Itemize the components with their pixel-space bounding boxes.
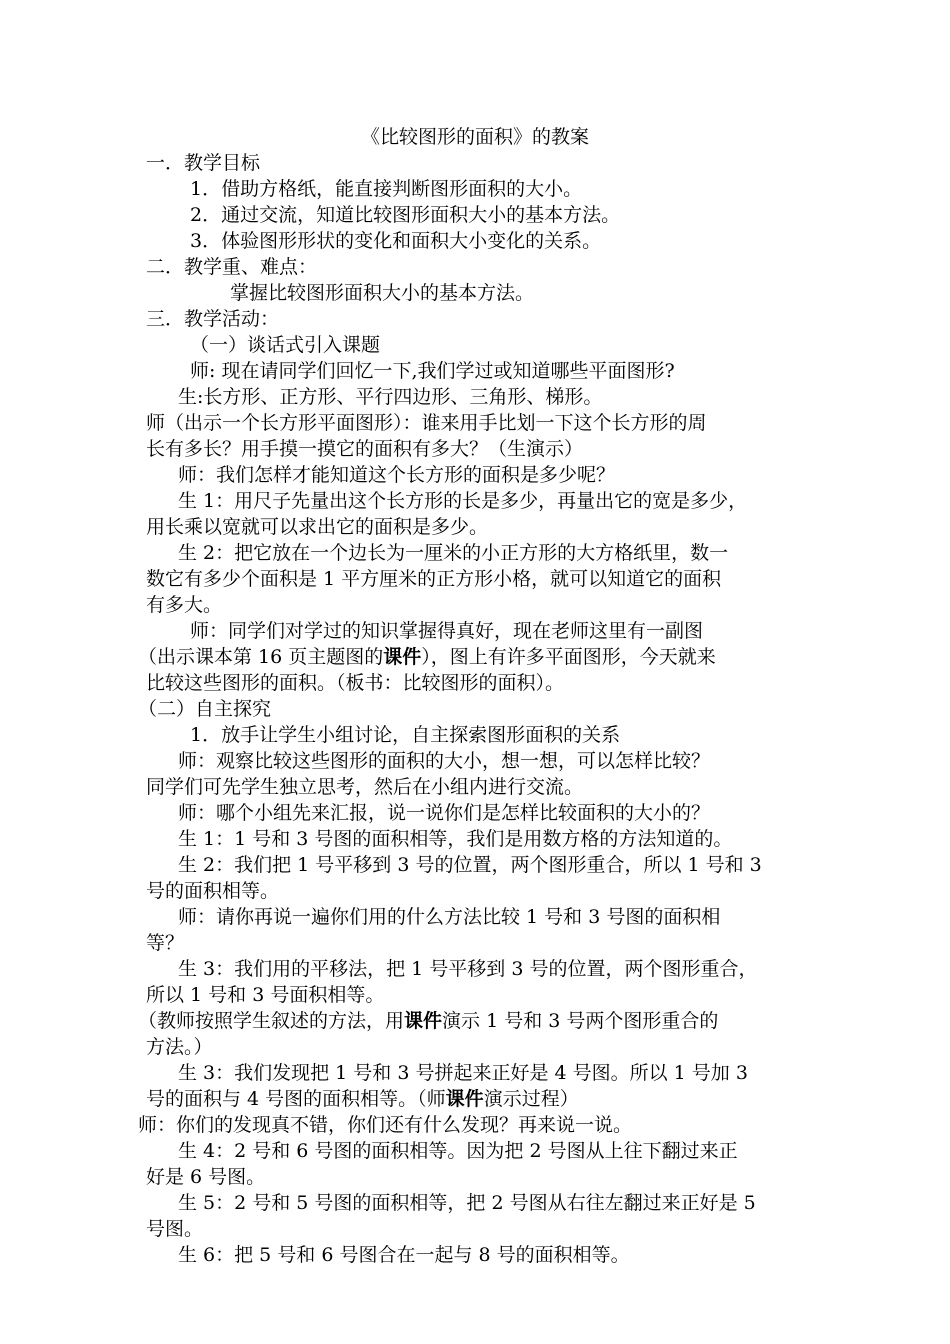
- paragraph-line: 号图。: [146, 1218, 204, 1240]
- paragraph-line: 掌握比较图形面积大小的基本方法。: [230, 282, 535, 304]
- text-run: （出示课本第 16 页主题图的: [138, 646, 384, 668]
- text-run: 演示 1 号和 3 号两个图形重合的: [442, 1010, 719, 1032]
- paragraph-line: 师: 现在请同学们回忆一下,我们学过或知道哪些平面图形?: [190, 360, 675, 382]
- paragraph-line: 所以 1 号和 3 号面积相等。: [146, 984, 385, 1006]
- text-run: 号的面积与 4 号图的面积相等。（师: [146, 1088, 446, 1110]
- paragraph-line: 方法。）: [146, 1036, 213, 1058]
- paragraph-line: 比较这些图形的面积。（板书：比较图形的面积）。: [146, 672, 565, 694]
- paragraph-line: 师：请你再说一遍你们用的什么方法比较 1 号和 3 号图的面积相: [178, 906, 721, 928]
- paragraph-line: 有多大。: [146, 594, 223, 616]
- paragraph-line: 数它有多少个面积是 1 平方厘米的正方形小格，就可以知道它的面积: [146, 568, 722, 590]
- paragraph-line: 师：哪个小组先来汇报，说一说你们是怎样比较面积的大小的？: [178, 802, 711, 824]
- paragraph-line: 生 2：把它放在一个边长为一厘米的小正方形的大方格纸里，数一: [178, 542, 729, 564]
- paragraph-line: 等？: [146, 932, 185, 954]
- paragraph-line: 师：你们的发现真不错，你们还有什么发现？再来说一说。: [138, 1114, 633, 1136]
- text-run: ），图上有许多平面图形，今天就来: [421, 646, 716, 668]
- paragraph-line: 师：我们怎样才能知道这个长方形的面积是多少呢？: [178, 464, 616, 486]
- paragraph-line: 师：观察比较这些图形的面积的大小，想一想，可以怎样比较？: [178, 750, 711, 772]
- paragraph-line: 生 2：我们把 1 号平移到 3 号的位置，两个图形重合，所以 1 号和 3: [178, 854, 762, 876]
- courseware-term: 课件: [383, 646, 422, 668]
- paragraph-line: 1．借助方格纸，能直接判断图形面积的大小。: [190, 178, 583, 200]
- section-heading: 二．教学重、难点：: [146, 256, 318, 278]
- courseware-term: 课件: [404, 1010, 443, 1032]
- paragraph-line: 生 5：2 号和 5 号图的面积相等，把 2 号图从右往左翻过来正好是 5: [178, 1192, 756, 1214]
- paragraph-line: [138, 644, 950, 670]
- paragraph-line: 3．体验图形形状的变化和面积大小变化的关系。: [190, 230, 602, 252]
- paragraph-line: [138, 1008, 950, 1034]
- paragraph-line: 好是 6 号图。: [146, 1166, 266, 1188]
- text-run: （教师按照学生叙述的方法，用: [138, 1010, 405, 1032]
- paragraph-line: 1．放手让学生小组讨论，自主探索图形面积的关系: [190, 724, 621, 746]
- text-run: 演示过程）: [483, 1088, 579, 1110]
- paragraph-line: 长有多长？用手摸一摸它的面积有多大？（生演示）: [146, 438, 584, 460]
- paragraph-line: 师（出示一个长方形平面图形）：谁来用手比划一下这个长方形的周: [146, 412, 707, 434]
- paragraph-line: [146, 1086, 950, 1112]
- paragraph-line: 生:长方形、正方形、平行四边形、三角形、梯形。: [178, 386, 603, 408]
- paragraph-line: 同学们可先学生独立思考，然后在小组内进行交流。: [146, 776, 584, 798]
- paragraph-line: 生 3：我们发现把 1 号和 3 号拼起来正好是 4 号图。所以 1 号加 3: [178, 1062, 748, 1084]
- subsection-heading: （二）自主探究: [138, 698, 272, 720]
- paragraph-line: 生 4：2 号和 6 号图的面积相等。因为把 2 号图从上往下翻过来正: [178, 1140, 738, 1162]
- paragraph-line: 生 1：用尺子先量出这个长方形的长是多少，再量出它的宽是多少，: [178, 490, 748, 512]
- courseware-term: 课件: [445, 1088, 484, 1110]
- section-heading: 三．教学活动：: [146, 308, 280, 330]
- paragraph-line: 用长乘以宽就可以求出它的面积是多少。: [146, 516, 489, 538]
- paragraph-line: 生 3：我们用的平移法，把 1 号平移到 3 号的位置，两个图形重合，: [178, 958, 758, 980]
- paragraph-line: 号的面积相等。: [146, 880, 280, 902]
- paragraph-line: 生 6：把 5 号和 6 号图合在一起与 8 号的面积相等。: [178, 1244, 630, 1266]
- paragraph-line: 生 1：1 号和 3 号图的面积相等，我们是用数方格的方法知道的。: [178, 828, 733, 850]
- paragraph-line: 师：同学们对学过的知识掌握得真好，现在老师这里有一副图: [190, 620, 704, 642]
- doc-title: 《比较图形的面积》的教案: [360, 126, 589, 148]
- section-heading: 一．教学目标: [146, 152, 261, 174]
- subsection-heading: （一）谈话式引入课题: [190, 334, 381, 356]
- paragraph-line: 2．通过交流，知道比较图形面积大小的基本方法。: [190, 204, 621, 226]
